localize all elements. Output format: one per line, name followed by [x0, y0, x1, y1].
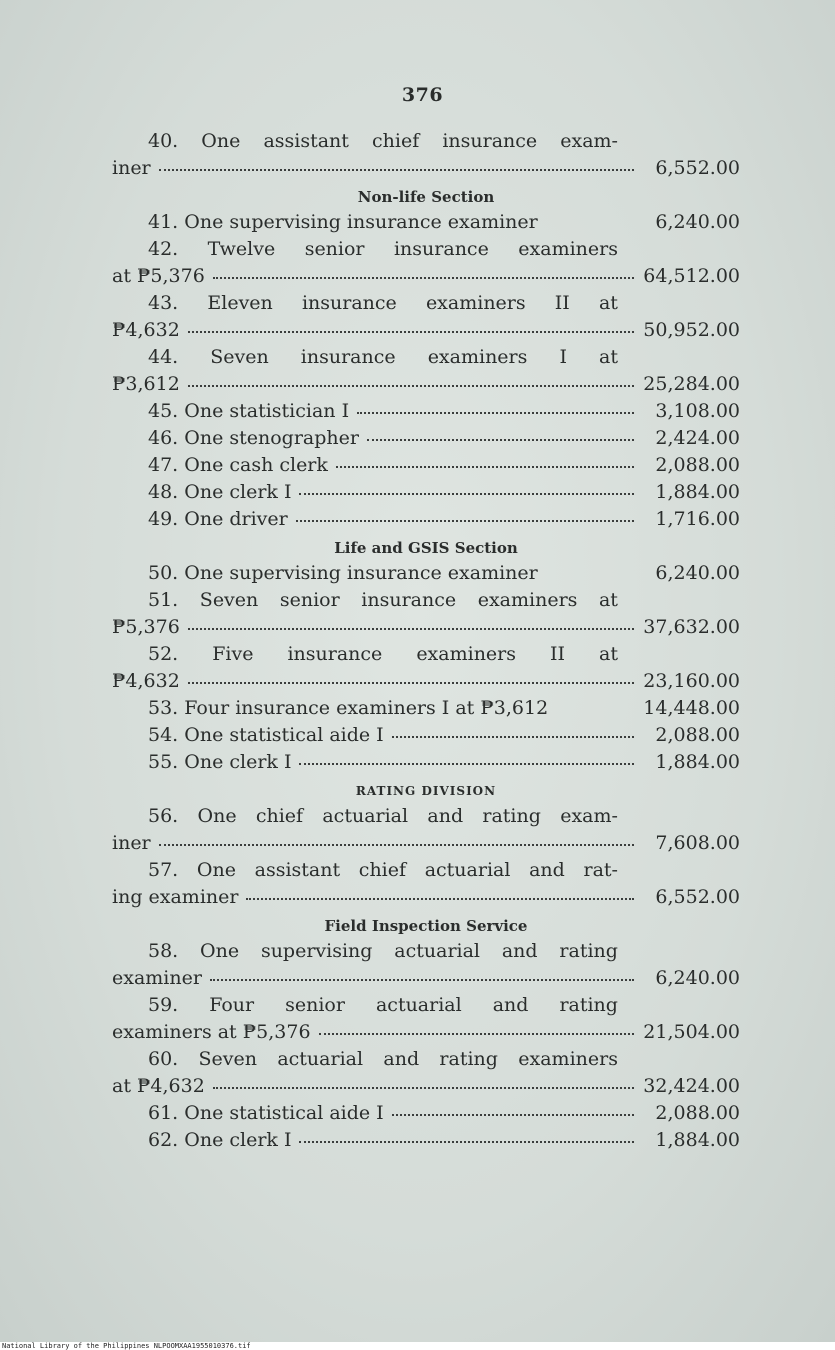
item-amount: 1,884.00 [655, 751, 740, 773]
dot-leader [299, 1136, 634, 1143]
item-line [112, 290, 740, 317]
item-line [112, 992, 740, 1019]
item-text: iner [112, 832, 151, 854]
item-text: 43. Eleven insurance examiners II at [148, 292, 618, 314]
item-amount: 2,424.00 [655, 427, 740, 449]
item-text: ing examiner [112, 886, 239, 908]
item-amount: 3,108.00 [655, 400, 740, 422]
dot-leader [357, 407, 634, 414]
item-amount: 2,088.00 [655, 724, 740, 746]
dot-leader [392, 731, 634, 738]
item-line [112, 803, 740, 830]
item-line [112, 209, 740, 236]
item-text: 54. One statistical aide I [148, 724, 384, 746]
item-text: 45. One statistician I [148, 400, 350, 422]
item-line [112, 128, 740, 155]
dot-leader [210, 974, 634, 981]
item-amount: 6,240.00 [655, 562, 740, 584]
appropriation-list [112, 128, 740, 1154]
item-amount: 32,424.00 [643, 1075, 740, 1097]
item-text: 59. Four senior actuarial and rating [148, 994, 618, 1016]
item-amount: 37,632.00 [643, 616, 740, 638]
item-amount: 14,448.00 [643, 697, 740, 719]
item-text: 41. One supervising insurance examiner [148, 211, 538, 233]
page-number: 376 [401, 84, 444, 106]
item-line [112, 1019, 740, 1046]
item-amount: 25,284.00 [643, 373, 740, 395]
dot-leader [188, 380, 634, 387]
item-line [112, 695, 740, 722]
item-text: 55. One clerk I [148, 751, 292, 773]
item-line [112, 830, 740, 857]
item-amount: 6,240.00 [655, 967, 740, 989]
item-text: ₱4,632 [112, 670, 180, 692]
item-line [112, 884, 740, 911]
item-line [112, 1127, 740, 1154]
item-amount: 1,884.00 [655, 1129, 740, 1151]
item-text: at ₱4,632 [112, 1075, 205, 1097]
item-amount: 2,088.00 [655, 454, 740, 476]
item-line [112, 1073, 740, 1100]
item-line [112, 263, 740, 290]
item-text: ₱3,612 [112, 373, 180, 395]
item-line [112, 722, 740, 749]
item-text: examiners at ₱5,376 [112, 1021, 311, 1043]
item-line [112, 857, 740, 884]
item-line [112, 749, 740, 776]
item-amount: 23,160.00 [643, 670, 740, 692]
section-heading: Non-life Section [357, 188, 495, 206]
item-line [112, 506, 740, 533]
item-text: 62. One clerk I [148, 1129, 292, 1151]
item-amount: 7,608.00 [655, 832, 740, 854]
item-text: 47. One cash clerk [148, 454, 328, 476]
item-line [112, 236, 740, 263]
item-amount: 2,088.00 [655, 1102, 740, 1124]
item-amount: 6,552.00 [655, 886, 740, 908]
item-text: 44. Seven insurance examiners I at [148, 346, 618, 368]
item-amount: 1,716.00 [655, 508, 740, 530]
item-text: 51. Seven senior insurance examiners at [148, 589, 618, 611]
item-text: 58. One supervising actuarial and rating [148, 940, 618, 962]
item-amount: 6,240.00 [655, 211, 740, 233]
item-text: ₱5,376 [112, 616, 180, 638]
item-line [112, 641, 740, 668]
item-line [112, 1100, 740, 1127]
item-text: 49. One driver [148, 508, 288, 530]
dot-leader [392, 1109, 634, 1116]
dot-leader [188, 623, 634, 630]
item-amount: 21,504.00 [643, 1021, 740, 1043]
item-text: 61. One statistical aide I [148, 1102, 384, 1124]
item-text: 50. One supervising insurance examiner [148, 562, 538, 584]
item-amount: 50,952.00 [643, 319, 740, 341]
dot-leader [213, 272, 634, 279]
item-line [112, 614, 740, 641]
item-line [112, 938, 740, 965]
item-line [112, 560, 740, 587]
item-text: 57. One assistant chief actuarial and rat- [148, 859, 618, 881]
item-line [112, 398, 740, 425]
item-line [112, 317, 740, 344]
item-line [112, 668, 740, 695]
dot-leader [159, 164, 634, 171]
dot-leader [299, 758, 634, 765]
section-heading: Life and GSIS Section [334, 539, 518, 557]
item-text: ₱4,632 [112, 319, 180, 341]
item-line [112, 452, 740, 479]
dot-leader [367, 434, 634, 441]
dot-leader [299, 488, 634, 495]
item-line [112, 344, 740, 371]
item-line [112, 479, 740, 506]
item-text: at ₱5,376 [112, 265, 205, 287]
item-text: 42. Twelve senior insurance examiners [148, 238, 618, 260]
dot-leader [336, 461, 634, 468]
dot-leader [296, 515, 634, 522]
item-amount: 64,512.00 [643, 265, 740, 287]
item-text: 60. Seven actuarial and rating examiners [148, 1048, 618, 1070]
dot-leader [246, 893, 634, 900]
item-text: 56. One chief actuarial and rating exam- [148, 805, 618, 827]
scan-footer: National Library of the Philippines NLPOOMXAA1955010376.tif [0, 1342, 835, 1350]
dot-leader [188, 326, 634, 333]
item-text: 53. Four insurance examiners I at ₱3,612 [148, 697, 549, 719]
item-text: iner [112, 157, 151, 179]
item-text: 46. One stenographer [148, 427, 359, 449]
item-line [112, 155, 740, 182]
item-line [112, 425, 740, 452]
dot-leader [213, 1082, 634, 1089]
dot-leader [188, 677, 634, 684]
section-heading: RATING DIVISION [355, 784, 497, 798]
item-line [112, 587, 740, 614]
dot-leader [319, 1028, 634, 1035]
item-line [112, 371, 740, 398]
item-text: 40. One assistant chief insurance exam- [148, 130, 618, 152]
item-amount: 1,884.00 [655, 481, 740, 503]
item-text: examiner [112, 967, 202, 989]
section-heading: Field Inspection Service [324, 917, 528, 935]
item-line [112, 965, 740, 992]
item-amount: 6,552.00 [655, 157, 740, 179]
item-text: 48. One clerk I [148, 481, 292, 503]
dot-leader [159, 839, 634, 846]
item-text: 52. Five insurance examiners II at [148, 643, 618, 665]
item-line [112, 1046, 740, 1073]
